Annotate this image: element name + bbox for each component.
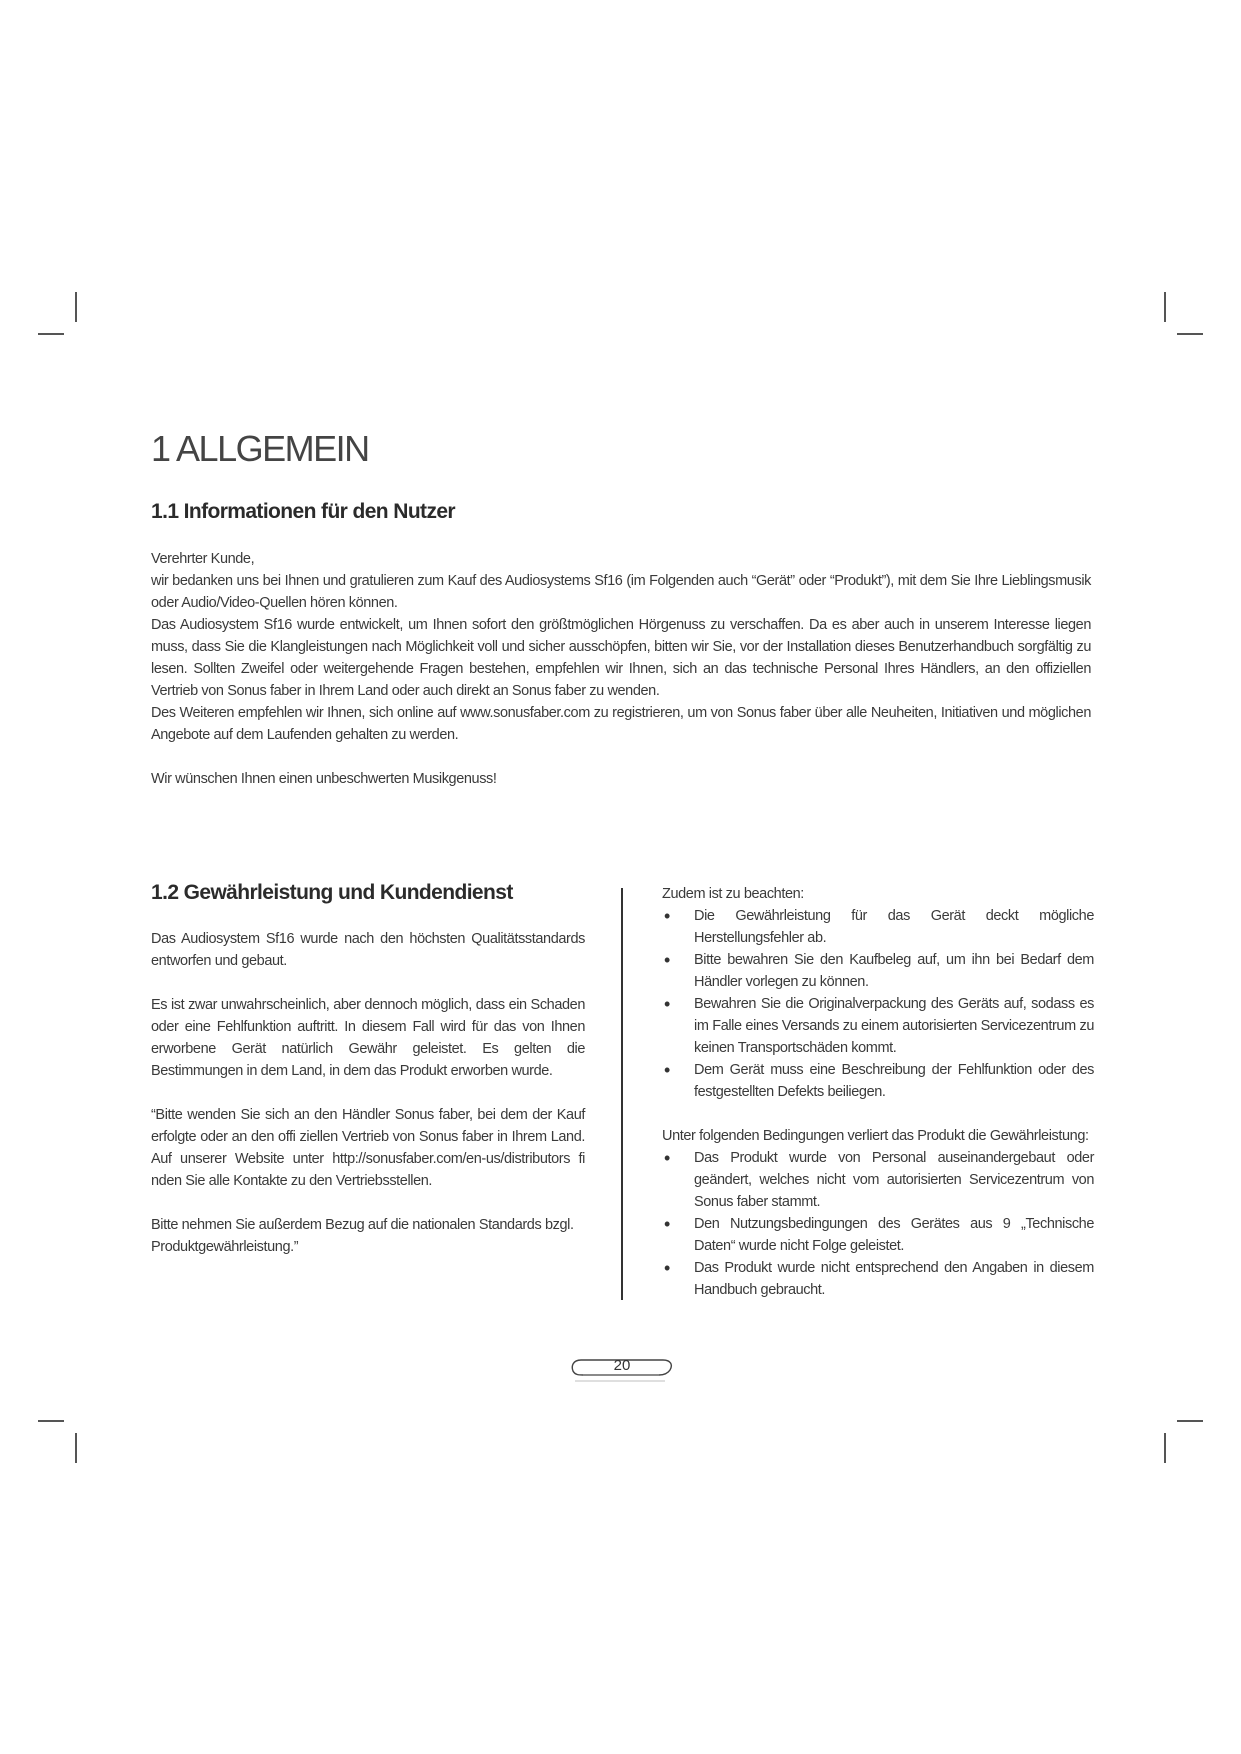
list-item-text: Dem Gerät muss eine Beschreibung der Fehlfunktion oder des festgestellten Defekts beiliegen. [694,1062,1094,1100]
crop-mark-bottom-right-vertical [1164,1433,1166,1463]
page-number: 20 [613,1357,631,1374]
crop-mark-bottom-left-horizontal [38,1420,64,1422]
list-item-text: Den Nutzungsbedingungen des Gerätes aus 9 „Technische Daten“ wurde nicht Folge geleistet. [694,1216,1094,1254]
list-item [662,1213,1094,1257]
page-number-badge [567,1351,677,1385]
section-1-2-heading: 1.2 Gewährleistung und Kundendienst [151,881,513,904]
list-item [662,993,1094,1059]
paragraph: Bitte nehmen Sie außerdem Bezug auf die nationalen Standards bzgl. Produktgewährleistung.” [151,1217,574,1255]
list-item-text: Das Produkt wurde nicht entsprechend den Angaben in diesem Handbuch gebraucht. [694,1260,1094,1298]
paragraph: Es ist zwar unwahrscheinlich, aber dennoch möglich, dass ein Schaden oder eine Fehlfunktion auftritt. In diesem Fall wird für das von Ihnen erworbene Gerät natürlich Gewähr geleistet. Es gelten die Bestimmungen in dem Land, in dem das Produkt erworben wurde. [151,997,585,1079]
paragraph: Das Audiosystem Sf16 wurde nach den höchsten Qualitätsstandards entworfen und gebaut. [151,931,585,969]
crop-mark-bottom-left-vertical [75,1433,77,1463]
list-item [662,1147,1094,1213]
crop-mark-top-left-horizontal [38,333,64,335]
list-item-text: Bitte bewahren Sie den Kaufbeleg auf, um ihn bei Bedarf dem Händler vorlegen zu können. [694,952,1094,990]
paragraph: wir bedanken uns bei Ihnen und gratulieren zum Kauf des Audiosystems Sf16 (im Folgenden auch “Gerät” oder “Produkt”), mit dem Sie Ihre Lieblingsmusik oder Audio/Video-Quellen hören können. [151,573,1091,611]
section-1-1-heading: 1.1 Informationen für den Nutzer [151,500,455,523]
section-1-2-left-body [151,928,585,1258]
crop-mark-top-right-vertical [1164,292,1166,322]
closing-line: Wir wünschen Ihnen einen unbeschwerten Musikgenuss! [151,771,497,787]
conditions-intro: Unter folgenden Bedingungen verliert das Produkt die Gewährleistung: [662,1128,1089,1144]
crop-mark-bottom-right-horizontal [1177,1420,1203,1422]
crop-mark-top-right-horizontal [1177,333,1203,335]
list-item-text: Die Gewährleistung für das Gerät deckt mögliche Herstellungsfehler ab. [694,908,1094,946]
paragraph: “Bitte wenden Sie sich an den Händler Sonus faber, bei dem der Kauf erfolgte oder an den offi ziellen Vertrieb von Sonus faber in Ihrem Land. Auf unserer Website unter http://sonusfaber.com/en-us/distributors fi nden Sie alle Kontakte zu den Vertriebsstellen. [151,1107,585,1189]
list-item [662,905,1094,949]
crop-mark-top-left-vertical [75,292,77,322]
section-1-2-right-body [662,883,1094,1301]
list-item [662,949,1094,993]
notes-intro: Zudem ist zu beachten: [662,886,804,902]
list-item [662,1059,1094,1103]
conditions-list [662,1147,1094,1301]
paragraph: Das Audiosystem Sf16 wurde entwickelt, um Ihnen sofort den größtmöglichen Hörgenuss zu verschaffen. Da es aber auch in unserem Interesse liegen muss, dass Sie die Klangleistungen nach Möglichkeit voll und sicher ausschöpfen, bitten wir Sie, vor der Installation dieses Benutzerhandbuch sorgfältig zu lesen. Sollten Zweifel oder weitergehende Fragen bestehen, empfehlen wir Ihnen, sich an das technische Personal Ihres Händlers, an den offiziellen Vertrieb von Sonus faber in Ihrem Land oder auch direkt an Sonus faber zu wenden. [151,617,1091,699]
chapter-title: 1 ALLGEMEIN [151,428,369,469]
column-divider [621,888,623,1300]
section-1-1-body [151,548,1091,790]
salutation: Verehrter Kunde, [151,551,255,567]
list-item [662,1257,1094,1301]
paragraph: Des Weiteren empfehlen wir Ihnen, sich online auf www.sonusfaber.com zu registrieren, um von Sonus faber über alle Neuheiten, Initiativen und möglichen Angebote auf dem Laufenden gehalten zu werden. [151,705,1091,743]
list-item-text: Das Produkt wurde von Personal auseinandergebaut oder geändert, welches nicht vom autorisierten Servicezentrum von Sonus faber stammt. [694,1150,1094,1210]
notes-list [662,905,1094,1103]
list-item-text: Bewahren Sie die Originalverpackung des Geräts auf, sodass es im Falle eines Versands zu einem autorisierten Servicezentrum zu keinen Transportschäden kommt. [694,996,1094,1056]
